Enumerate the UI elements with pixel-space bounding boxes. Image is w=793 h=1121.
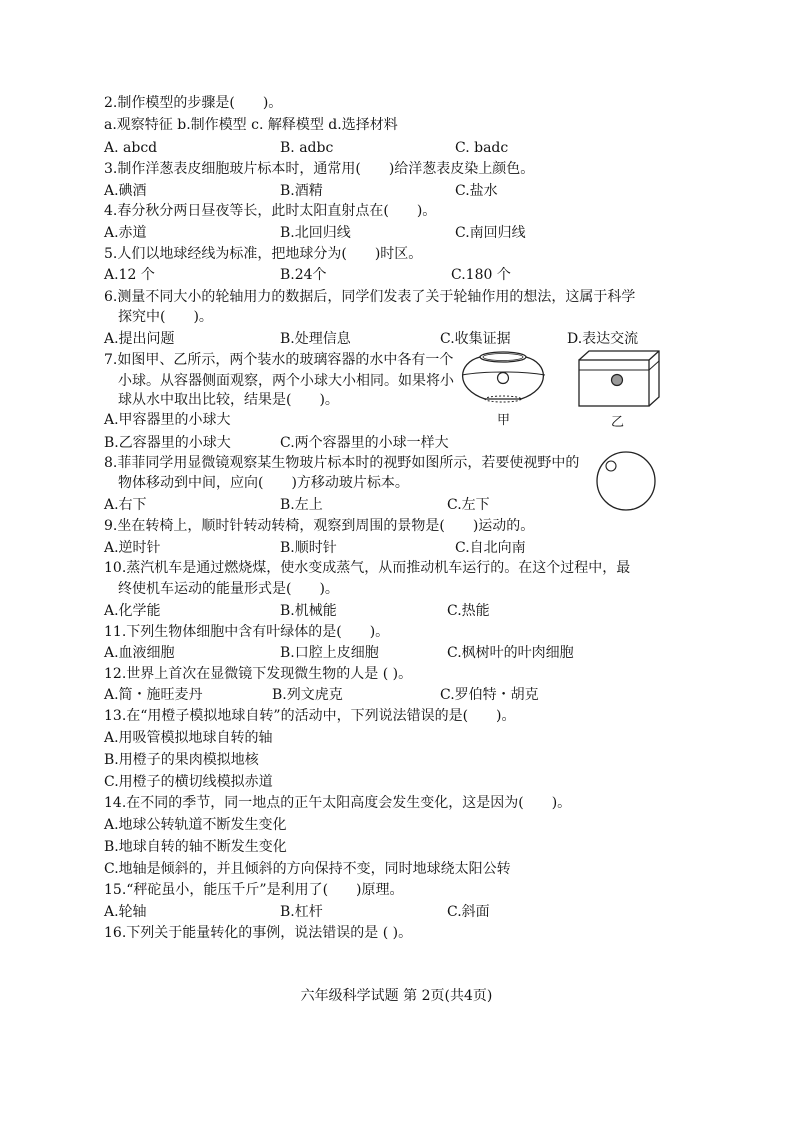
question-4-option-c: C.南回归线 xyxy=(455,225,526,241)
question-11-option-a: A.血液细胞 xyxy=(104,645,175,661)
question-5-option-c: C.180 个 xyxy=(451,267,511,283)
question-11-stem: 11.下列生物体细胞中含有叶绿体的是( )。 xyxy=(104,624,390,640)
question-7-stem: 7.如图甲、乙所示，两个装水的玻璃容器的水中各有一个 xyxy=(104,352,454,368)
question-4-option-a: A.赤道 xyxy=(104,225,147,241)
question-8-option-a: A.右下 xyxy=(104,497,147,513)
question-9-option-a: A.逆时针 xyxy=(104,540,161,556)
question-9-stem: 9.坐在转椅上，顺时针转动转椅，观察到周围的景物是( )运动的。 xyxy=(104,518,535,534)
question-7-option-a: A.甲容器里的小球大 xyxy=(104,412,231,428)
question-5-option-b: B.24个 xyxy=(280,267,327,283)
figure-label-yi: 乙 xyxy=(611,415,625,430)
figure-container-jia xyxy=(455,345,555,405)
question-15-stem: 15.“秤砣虽小，能压千斤”是利用了( )原理。 xyxy=(104,882,404,898)
question-14-option-a: A.地球公转轨道不断发生变化 xyxy=(104,817,287,833)
question-10-option-b: B.机械能 xyxy=(280,603,337,619)
question-6-option-b: B.处理信息 xyxy=(280,331,351,347)
question-6-option-c: C.收集证据 xyxy=(440,331,511,347)
question-10-stem-cont: 终使机车运动的能量形式是( )。 xyxy=(118,581,339,597)
question-6-option-a: A.提出问题 xyxy=(104,331,175,347)
question-7-option-b: B.乙容器里的小球大 xyxy=(104,435,231,451)
question-10-option-c: C.热能 xyxy=(447,603,490,619)
question-12-option-c: C.罗伯特・胡克 xyxy=(440,687,539,703)
question-8-option-b: B.左上 xyxy=(280,497,323,513)
question-5-option-a: A.12 个 xyxy=(104,267,155,283)
question-9-option-b: B.顺时针 xyxy=(280,540,337,556)
question-6-stem-cont: 探究中( )。 xyxy=(118,309,213,325)
question-2-option-c: C. badc xyxy=(455,140,509,156)
question-16-stem: 16.下列关于能量转化的事例，说法错误的是 ( )。 xyxy=(104,925,413,941)
figure-label-jia: 甲 xyxy=(497,413,511,428)
question-8-option-c: C.左下 xyxy=(447,497,490,513)
question-15-option-a: A.轮轴 xyxy=(104,904,147,920)
question-8-stem-cont: 物体移动到中间，应向( )方移动玻片标本。 xyxy=(118,475,409,491)
page-footer: 六年级科学试题 第 2页(共4页) xyxy=(300,988,493,1004)
question-2-stem-items: a.观察特征 b.制作模型 c. 解释模型 d.选择材料 xyxy=(104,117,398,133)
question-14-option-c: C.地轴是倾斜的，并且倾斜的方向保持不变，同时地球绕太阳公转 xyxy=(104,861,511,877)
figure-container-yi xyxy=(573,348,663,408)
question-5-stem: 5.人们以地球经线为标准，把地球分为( )时区。 xyxy=(104,246,423,262)
question-12-option-a: A.简・施旺麦丹 xyxy=(104,687,203,703)
question-15-option-b: B.杠杆 xyxy=(280,904,323,920)
question-12-stem: 12.世界上首次在显微镜下发现微生物的人是 ( )。 xyxy=(104,666,413,682)
question-12-option-b: B.列文虎克 xyxy=(272,687,343,703)
question-11-option-c: C.枫树叶的叶肉细胞 xyxy=(447,645,574,661)
question-13-option-a: A.用吸管模拟地球自转的轴 xyxy=(104,730,273,746)
microscope-field-of-view xyxy=(596,450,656,512)
question-8-stem: 8.菲菲同学用显微镜观察某生物玻片标本时的视野如图所示，若要使视野中的 xyxy=(104,455,580,471)
question-10-stem: 10.蒸汽机车是通过燃烧煤，使水变成蒸气，从而推动机车运行的。在这个过程中，最 xyxy=(104,560,631,576)
question-6-stem: 6.测量不同大小的轮轴用力的数据后，同学们发表了关于轮轴作用的想法，这属于科学 xyxy=(104,289,636,305)
question-2-option-b: B. adbc xyxy=(280,140,334,156)
question-11-option-b: B.口腔上皮细胞 xyxy=(280,645,379,661)
question-3-option-a: A.碘酒 xyxy=(104,183,147,199)
question-14-option-b: B.地球自转的轴不断发生变化 xyxy=(104,839,287,855)
question-4-option-b: B.北回归线 xyxy=(280,225,351,241)
question-9-option-c: C.自北向南 xyxy=(455,540,526,556)
question-14-stem: 14.在不同的季节，同一地点的正午太阳高度会发生变化，这是因为( )。 xyxy=(104,795,572,811)
question-3-stem: 3.制作洋葱表皮细胞玻片标本时，通常用( )给洋葱表皮染上颜色。 xyxy=(104,161,535,177)
question-2-option-a: A. abcd xyxy=(104,140,158,156)
question-4-stem: 4.春分秋分两日昼夜等长，此时太阳直射点在( )。 xyxy=(104,203,437,219)
question-15-option-c: C.斜面 xyxy=(447,904,490,920)
question-13-option-c: C.用橙子的横切线模拟赤道 xyxy=(104,774,273,790)
question-13-option-b: B.用橙子的果肉模拟地核 xyxy=(104,752,259,768)
question-7-option-c: C.两个容器里的小球一样大 xyxy=(280,435,449,451)
question-6-option-d: D.表达交流 xyxy=(567,331,639,347)
question-10-option-a: A.化学能 xyxy=(104,603,161,619)
question-13-stem: 13.在“用橙子模拟地球自转”的活动中，下列说法错误的是( )。 xyxy=(104,708,516,724)
question-3-option-b: B.酒精 xyxy=(280,183,323,199)
question-7-stem-cont-2: 球从水中取出比较，结果是( )。 xyxy=(118,392,339,408)
question-7-stem-cont-1: 小球。从容器侧面观察，两个小球大小相同。如果将小 xyxy=(118,373,454,389)
question-3-option-c: C.盐水 xyxy=(455,183,498,199)
question-2-stem: 2.制作模型的步骤是( )。 xyxy=(104,95,283,111)
